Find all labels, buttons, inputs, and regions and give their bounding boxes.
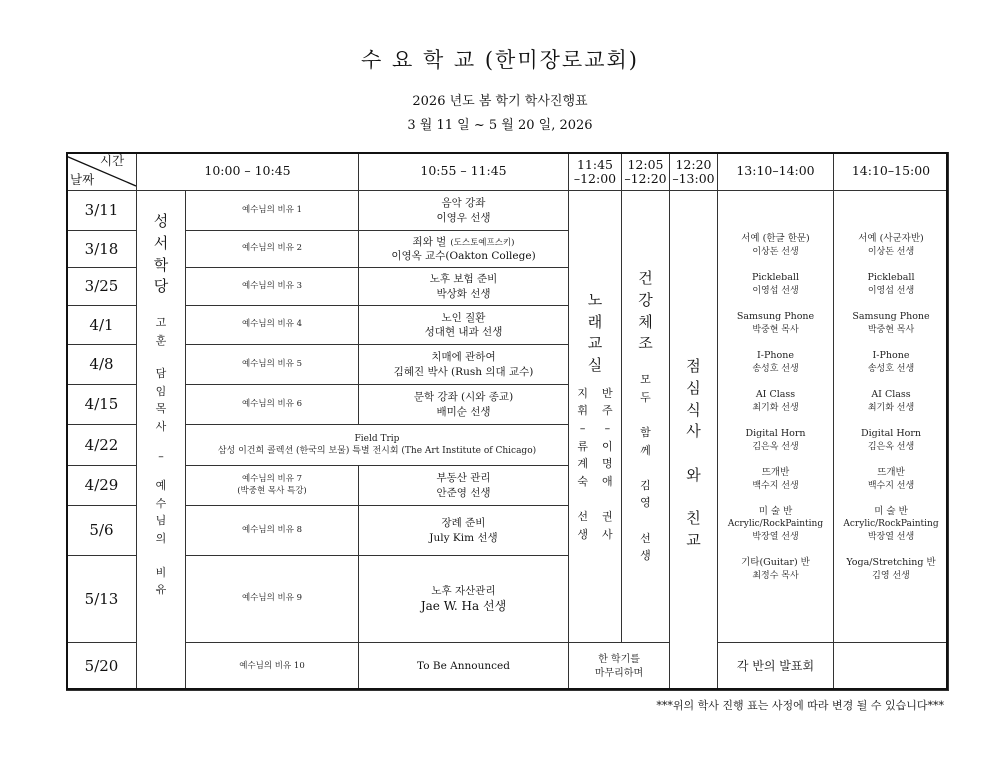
elective-item	[737, 311, 814, 336]
vertical-text-main	[154, 211, 169, 298]
vertical-char	[640, 406, 651, 424]
elective-detail: 김은옥 선생	[867, 441, 915, 452]
time-header	[833, 152, 949, 191]
vertical-char: 님	[155, 514, 167, 528]
lecture-cell	[358, 505, 569, 556]
lecture-cell	[358, 555, 569, 643]
lecture-cell	[358, 305, 569, 345]
lecture-title-row	[436, 471, 490, 485]
lecture-title-note: (도스토예프스키)	[450, 237, 515, 248]
elective-title: 뜨개반	[761, 466, 790, 478]
parable-label: 예수님의 비유 8	[241, 524, 303, 535]
closing-label: 마무리하며	[594, 667, 644, 679]
vertical-char: 께	[640, 443, 651, 457]
elective-detail: 박중현 목사	[867, 324, 915, 335]
vertical-char: 예	[155, 479, 167, 493]
elective-detail: 이영섭 선생	[752, 285, 799, 296]
elective-title: Digital Horn	[745, 427, 806, 439]
time-header-label: –12:00	[573, 170, 617, 186]
parable-label: 예수님의 비유 7	[241, 474, 303, 485]
lecture-speaker: 김혜진 박사 (Rush 의대 교수)	[393, 365, 534, 378]
time-header-label: 11:45	[576, 156, 614, 172]
elective-detail: 이영섭 선생	[867, 285, 915, 296]
elective-detail: 박장열 선생	[752, 531, 799, 542]
vertical-char: 의	[155, 531, 167, 545]
vertical-char: 점	[686, 357, 701, 375]
lecture-title: 노후 보험 준비	[429, 273, 498, 286]
vertical-char: 이	[602, 439, 613, 453]
elective-title: Samsung Phone	[852, 310, 930, 322]
date-cell	[66, 190, 137, 231]
lecture-title: 죄와 벌	[412, 235, 447, 248]
singing-staff-left	[577, 385, 588, 543]
time-header	[621, 152, 670, 191]
lecture-cell	[358, 344, 569, 385]
singing-staff-right	[602, 385, 613, 543]
date-label: 4/15	[84, 395, 119, 414]
vertical-char: 선	[577, 509, 588, 523]
lecture-speaker: 안준영 선생	[436, 486, 491, 499]
date-cell	[66, 230, 137, 268]
page-title: 수 요 학 교 (한미장로교회)	[361, 48, 639, 72]
vertical-char: 유	[155, 583, 167, 597]
vertical-char: 강	[638, 290, 653, 309]
field-trip-title: Field Trip	[354, 433, 400, 444]
vertical-char: 두	[640, 390, 651, 404]
elective-title: 기타(Guitar) 반	[741, 556, 810, 568]
vertical-char: 류	[577, 439, 588, 453]
time-header-label: –13:00	[672, 170, 715, 186]
elective-detail: Acrylic/RockPainting	[727, 519, 824, 530]
parable-label: 예수님의 비유 5	[241, 358, 303, 369]
elective-detail: 백수지 선생	[867, 480, 915, 491]
vertical-char: 영	[640, 496, 651, 510]
closing-cell	[568, 642, 670, 691]
lecture-title-row	[431, 584, 495, 598]
vertical-text-sub4	[156, 564, 167, 599]
time-header	[717, 152, 834, 191]
lecture-title: 노후 자산관리	[431, 584, 496, 597]
elective-item	[868, 389, 914, 414]
elective-item	[728, 506, 823, 543]
elective-detail: 박중현 목사	[752, 324, 799, 335]
vertical-char: 생	[640, 549, 651, 563]
lecture-cell	[358, 642, 569, 691]
lecture-cell	[358, 190, 569, 231]
date-label: 3/11	[84, 201, 119, 220]
elective-detail: 박장열 선생	[867, 531, 915, 542]
vertical-char: 사	[686, 422, 701, 441]
time-header-label: 10:55 – 11:45	[420, 163, 507, 179]
date-label: 4/1	[89, 315, 114, 334]
parable-cell	[185, 267, 359, 306]
vertical-char: 지	[577, 386, 588, 400]
parable-cell	[185, 230, 359, 268]
elective-detail: 이상돈 선생	[867, 246, 915, 257]
vertical-char: 조	[638, 334, 653, 353]
date-cell	[66, 465, 137, 506]
vertical-char: 사	[602, 527, 613, 541]
elective-title: 서예 (한글 한문)	[741, 233, 810, 244]
lecture-title: 음악 강좌	[441, 197, 486, 210]
elective-item	[858, 233, 924, 258]
time-header-label: 12:05	[627, 156, 664, 172]
vertical-char: 명	[602, 457, 613, 471]
vertical-char: 모	[640, 373, 651, 387]
date-label: 4/22	[84, 435, 119, 454]
time-header-label: 10:00 – 10:45	[204, 163, 291, 179]
vertical-char: 주	[602, 404, 613, 418]
vertical-char: 수	[155, 496, 167, 510]
page-subtitle: 2026 년도 봄 학기 학사진행표	[412, 94, 588, 109]
lecture-speaker: 배미순 선생	[436, 405, 491, 418]
time-header	[136, 152, 359, 191]
date-label: 4/29	[84, 476, 119, 495]
elective-detail: 최기화 선생	[867, 402, 915, 413]
elective-item	[752, 389, 798, 414]
date-label: 4/8	[89, 355, 114, 374]
elective-detail: 송성호 선생	[867, 363, 915, 374]
vertical-char: 비	[155, 565, 167, 579]
vertical-dash: –	[158, 449, 164, 463]
vertical-char: 서	[153, 233, 169, 252]
vertical-char: 체	[638, 312, 653, 331]
date-cell	[66, 505, 137, 556]
parable-label: (박중현 목사 특강)	[237, 485, 307, 496]
time-header-label: 14:10–15:00	[851, 163, 931, 179]
elective-title: I-Phone	[757, 349, 794, 361]
elective-item	[843, 506, 938, 543]
date-label: 5/20	[84, 657, 119, 676]
vertical-char: 애	[602, 474, 613, 488]
lecture-title-row	[414, 390, 513, 404]
singing-title	[588, 290, 603, 377]
elective-item	[868, 272, 915, 297]
lecture-title: 노인 질환	[441, 311, 486, 324]
time-header	[358, 152, 569, 191]
elective-item	[861, 428, 921, 453]
vertical-char	[606, 490, 610, 508]
lecture-speaker: July Kim 선생	[429, 531, 498, 544]
vertical-text-sub1	[156, 314, 167, 349]
vertical-char: –	[604, 422, 611, 436]
vertical-char: 훈	[155, 333, 167, 347]
elective-item	[752, 467, 798, 492]
date-label: 5/13	[84, 589, 119, 608]
elective-title: 미 술 반	[758, 505, 793, 517]
closing-label: 한 학기를	[598, 654, 640, 665]
elective-detail: Acrylic/RockPainting	[843, 519, 939, 530]
parable-cell	[185, 505, 359, 556]
lecture-cell	[358, 384, 569, 425]
lecture-speaker: 이영옥 교수(Oakton College)	[391, 250, 536, 263]
corner-date-label: 날짜	[70, 172, 95, 187]
parable-cell	[185, 465, 359, 506]
vertical-char: 담	[155, 367, 167, 381]
elective-item	[852, 311, 929, 336]
elective-title: Pickleball	[752, 271, 799, 283]
vertical-char: 성	[153, 212, 169, 230]
exercise-column	[621, 190, 670, 643]
vertical-char: 김	[640, 478, 651, 492]
vertical-char: 실	[587, 356, 603, 375]
elective-title: I-Phone	[872, 349, 910, 361]
singing-staff	[577, 385, 612, 543]
time-header-label: 13:10–14:00	[736, 163, 815, 179]
parable-cell	[185, 190, 359, 231]
elective-title: 뜨개반	[877, 466, 905, 478]
date-cell	[66, 384, 137, 425]
vertical-char: 숙	[577, 474, 588, 488]
parable-label: 예수님의 비유 2	[241, 243, 303, 254]
vertical-char	[640, 459, 651, 477]
vertical-char: 반	[602, 386, 613, 400]
lecture-title-row	[442, 311, 486, 325]
vertical-char	[691, 443, 696, 465]
vertical-char: 심	[686, 378, 701, 397]
elective-title: 서예 (사군자반)	[858, 233, 924, 244]
lecture-title-row	[413, 235, 515, 249]
elective-item	[741, 233, 810, 258]
vertical-char: 휘	[577, 404, 588, 418]
lecture-title: 장례 준비	[441, 517, 486, 530]
date-cell	[66, 642, 137, 691]
date-cell	[66, 305, 137, 345]
vertical-char	[640, 512, 651, 530]
presentation-label: 각 반의 발표회	[736, 659, 815, 674]
elective-column	[717, 190, 834, 643]
parable-cell	[185, 384, 359, 425]
elective-detail: 백수지 선생	[752, 480, 799, 491]
vertical-char: 교	[686, 531, 701, 549]
parable-label: 예수님의 비유 1	[241, 204, 303, 215]
time-header-label: –12:20	[624, 170, 667, 186]
parable-cell	[185, 305, 359, 345]
elective-item	[746, 428, 806, 453]
vertical-text-sub2	[156, 365, 167, 435]
lecture-cell	[358, 230, 569, 268]
singing-column	[568, 190, 622, 643]
date-label: 3/18	[84, 239, 119, 258]
date-cell	[66, 424, 137, 466]
lecture-title-row	[430, 272, 498, 286]
parable-cell	[185, 555, 359, 643]
lecture-speaker: Jae W. Ha 선생	[420, 598, 507, 613]
vertical-char	[581, 490, 585, 508]
lecture-speaker: 박상화 선생	[436, 287, 491, 300]
time-header	[669, 152, 718, 191]
date-cell	[66, 555, 137, 643]
footer-note: ***위의 학사 진행 표는 사정에 따라 변경 될 수 있습니다***	[656, 699, 944, 712]
elective-title: 미 술 반	[874, 505, 908, 517]
elective-item	[868, 467, 914, 492]
lecture-title: 문학 강좌 (시와 종교)	[413, 391, 514, 404]
elective-item	[752, 350, 798, 375]
vertical-char: 식	[686, 400, 701, 419]
lecture-title: 부동산 관리	[436, 472, 491, 485]
parable-label: 예수님의 비유 3	[241, 280, 303, 291]
bible-school-column	[136, 190, 186, 691]
elective-detail: 최정수 목사	[752, 570, 799, 581]
elective-item	[752, 272, 799, 297]
empty-cell	[833, 642, 949, 691]
lecture-title-row	[431, 350, 495, 364]
lecture-title-row	[442, 516, 486, 530]
parable-cell	[185, 642, 359, 691]
vertical-char: 당	[153, 277, 169, 296]
elective-title: Samsung Phone	[736, 310, 815, 322]
lecture-title: To Be Announced	[417, 660, 510, 673]
vertical-char: 사	[155, 419, 167, 433]
elective-title: AI Class	[755, 388, 796, 400]
elective-detail: 김은옥 선생	[752, 441, 799, 452]
elective-title: AI Class	[871, 388, 911, 400]
vertical-char: 고	[155, 316, 167, 329]
date-label: 3/25	[84, 277, 119, 296]
elective-item	[868, 350, 914, 375]
corner-time-label: 시간	[100, 153, 125, 168]
date-cell	[66, 267, 137, 306]
vertical-char: 선	[640, 531, 651, 545]
time-header	[568, 152, 622, 191]
elective-detail: 김영 선생	[872, 570, 910, 581]
parable-cell	[185, 344, 359, 385]
field-trip-detail: 삼성 이건희 콜렉션 (한국의 보물) 특별 전시회 (The Art Institute of Chicago)	[217, 446, 537, 456]
vertical-char: 권	[602, 509, 613, 523]
lecture-cell	[358, 267, 569, 306]
field-trip-cell	[185, 424, 569, 466]
exercise-title	[638, 268, 653, 355]
vertical-char: 와	[686, 465, 701, 484]
time-header-label: 12:20	[675, 156, 712, 172]
vertical-char: 생	[577, 527, 588, 541]
vertical-char: 래	[587, 312, 603, 331]
vertical-char: 건	[638, 269, 653, 288]
lunch-column	[669, 190, 718, 691]
parable-label: 예수님의 비유 10	[239, 660, 305, 671]
lecture-speaker: 성대현 내과 선생	[424, 326, 503, 338]
vertical-char: 노	[587, 290, 603, 309]
vertical-char: 임	[155, 384, 167, 398]
vertical-text-sub3	[156, 477, 167, 547]
vertical-char: 친	[686, 509, 701, 528]
lecture-speaker: 이영우 선생	[436, 211, 491, 224]
lecture-cell	[358, 465, 569, 506]
lecture-title: 치매에 관하여	[431, 351, 496, 364]
elective-detail: 송성호 선생	[752, 363, 799, 374]
date-range: 3 월 11 일 ~ 5 월 20 일, 2026	[407, 118, 593, 133]
elective-column	[833, 190, 949, 643]
elective-detail: 이상돈 선생	[752, 246, 799, 257]
vertical-char: 목	[155, 402, 167, 416]
elective-title: Digital Horn	[861, 427, 921, 439]
parable-label: 예수님의 비유 9	[241, 593, 303, 604]
date-cell	[66, 344, 137, 385]
vertical-char: 계	[577, 457, 588, 471]
parable-label: 예수님의 비유 4	[241, 319, 303, 330]
date-label: 5/6	[89, 521, 114, 540]
vertical-char: 학	[153, 255, 169, 274]
vertical-char: 함	[640, 426, 651, 440]
elective-item	[741, 557, 810, 582]
vertical-char: 교	[587, 334, 603, 353]
vertical-char	[691, 487, 696, 509]
elective-title: Yoga/Stretching 반	[846, 556, 936, 568]
vertical-char: –	[579, 422, 586, 436]
presentation-cell	[717, 642, 834, 691]
elective-title: Pickleball	[867, 271, 915, 283]
parable-label: 예수님의 비유 6	[241, 398, 303, 409]
elective-detail: 최기화 선생	[752, 402, 799, 413]
lecture-title-row	[442, 196, 486, 210]
exercise-staff	[640, 371, 651, 565]
elective-item	[846, 557, 935, 582]
